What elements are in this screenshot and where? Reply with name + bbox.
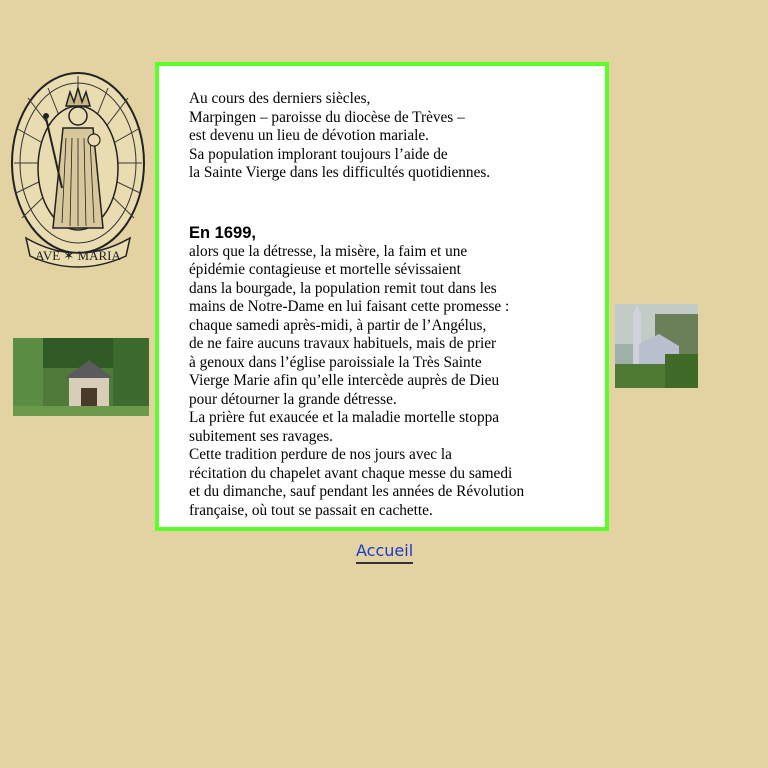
chapel-photo-icon bbox=[13, 338, 149, 416]
chapel-photo bbox=[13, 338, 149, 416]
text-content bbox=[189, 90, 599, 520]
body-line: pour détourner la grande détresse. bbox=[189, 390, 397, 408]
intro-line: Au cours des derniers siècles, bbox=[189, 90, 371, 107]
section-heading: En 1699, bbox=[189, 223, 256, 242]
body-line: mains de Notre-Dame en lui faisant cette promesse : bbox=[189, 298, 510, 315]
body-line: française, où tout se passait en cachette. bbox=[189, 501, 433, 519]
madonna-seal-icon bbox=[8, 68, 148, 270]
intro-line: Marpingen – paroisse du diocèse de Trèves – bbox=[189, 108, 465, 126]
intro-line: est devenu un lieu de dévotion mariale. bbox=[189, 127, 429, 144]
intro-paragraph bbox=[189, 90, 599, 183]
body-line: récitation du chapelet avant chaque messe du samedi bbox=[189, 464, 513, 482]
intro-line: Sa population implorant toujours l’aide de bbox=[189, 145, 448, 163]
home-link[interactable]: Accueil bbox=[356, 541, 413, 564]
body-line: La prière fut exaucée et la maladie mortelle stoppa bbox=[189, 409, 500, 426]
seal-inscription: AVE ✶ MARIA bbox=[35, 248, 121, 263]
body-line: dans la bourgade, la population remit tout dans les bbox=[189, 279, 497, 297]
body-paragraph bbox=[189, 243, 599, 521]
body-line: Cette tradition perdure de nos jours avec la bbox=[189, 446, 452, 463]
text-panel bbox=[155, 62, 609, 531]
intro-line: la Sainte Vierge dans les difficultés quotidiennes. bbox=[189, 164, 491, 181]
church-photo-icon bbox=[615, 304, 698, 388]
body-line: et du dimanche, sauf pendant les années de Révolution bbox=[189, 483, 525, 500]
body-line: Vierge Marie afin qu’elle intercède auprès de Dieu bbox=[189, 372, 500, 389]
body-line: subitement ses ravages. bbox=[189, 427, 334, 445]
madonna-seal-image bbox=[8, 68, 148, 270]
body-line: épidémie contagieuse et mortelle sévissaient bbox=[189, 261, 461, 278]
church-photo bbox=[615, 304, 698, 388]
body-line: à genoux dans l’église paroissiale la Très Sainte bbox=[189, 353, 482, 371]
body-line: de ne faire aucuns travaux habituels, mais de prier bbox=[189, 335, 497, 352]
body-line: chaque samedi après-midi, à partir de l’Angélus, bbox=[189, 316, 487, 334]
body-line: alors que la détresse, la misère, la faim et une bbox=[189, 242, 468, 260]
